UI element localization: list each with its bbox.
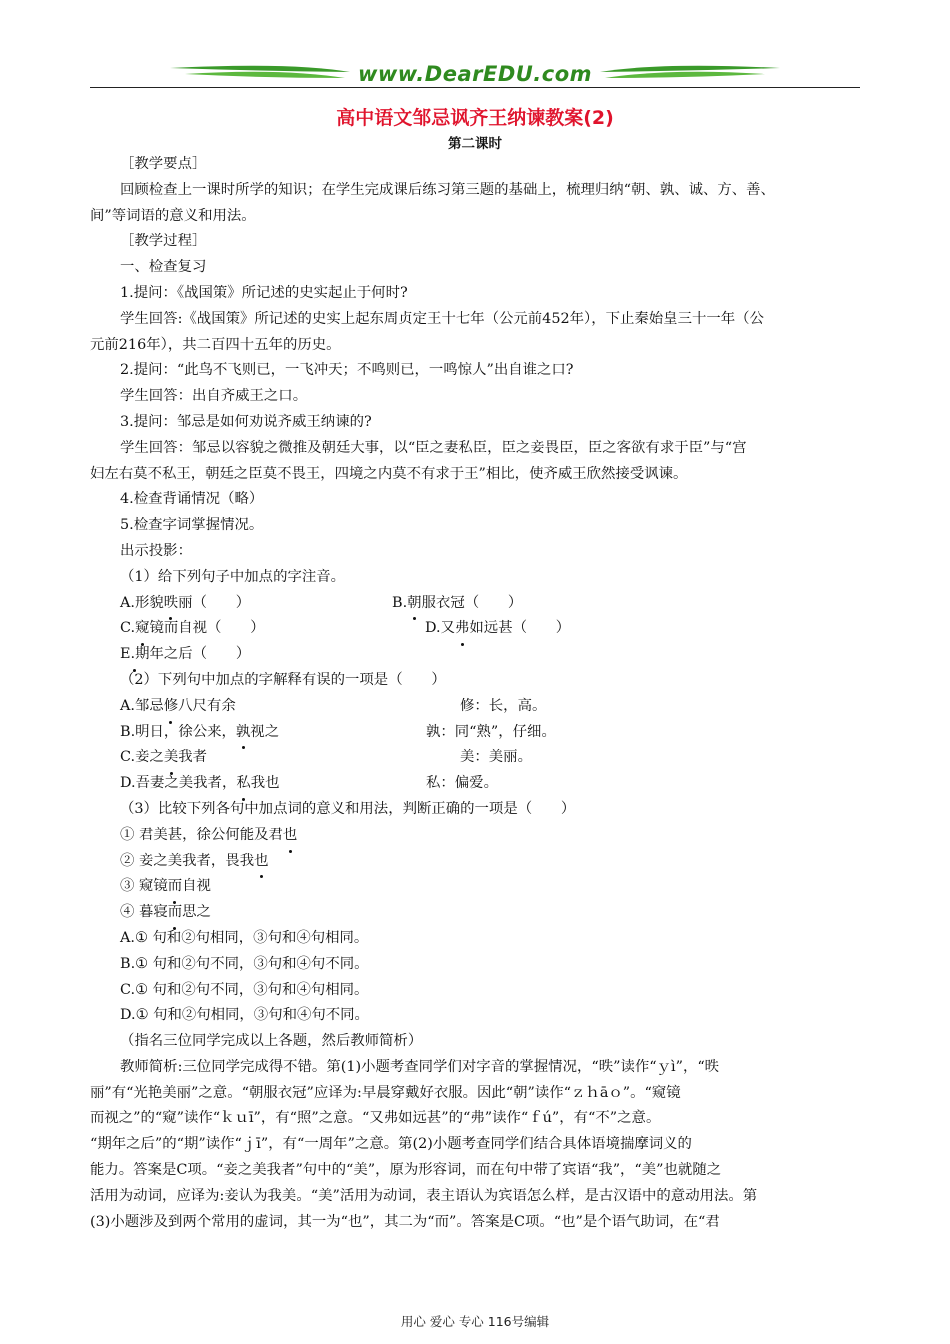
site-logo-text[interactable]: www.DearEDU.com (357, 62, 593, 86)
analysis-line: “期年之后”的“期”读作“ｊī”，有“一周年”之意。第(2)小题考查同学们结合具体语境揣摩词义的 (90, 1136, 692, 1153)
paragraph-line: 回顾检查上一课时所学的知识；在学生完成课后练习第三题的基础上，梳理归纳“朝、孰、诚、方、善、 (120, 181, 775, 198)
answer-line: 元前216年），共二百四十五年的历史。 (90, 336, 341, 353)
analysis-line: 教师简析:三位同学完成得不错。第(1)小题考查同学们对字音的掌握情况，“昳”读作“ｙì”，“昳 (120, 1058, 720, 1075)
question-line: 3.提问：邹忌是如何劝说齐威王纳谏的? (120, 413, 372, 430)
option-b: B.朝服衣冠（ ） (392, 591, 522, 617)
answer-line: 妇左右莫不私王，朝廷之臣莫不畏王，四境之内莫不有求于王”相比，使齐威王欣然接受讽谏。 (90, 465, 688, 482)
option-c: C.窥镜而自视（ ） (120, 620, 265, 636)
exercise-sentence: ② 妾之美我者，畏我也 (120, 849, 860, 875)
option-d-gloss: 私：偏爱。 (426, 775, 498, 792)
exercise-sentence: ① 君美甚，徐公何能及君也 (120, 823, 860, 849)
answer-line: 学生回答：邹忌以容貌之微推及朝廷大事，以“臣之妻私臣，臣之妾畏臣，臣之客欲有求于臣”与“宫 (120, 439, 747, 456)
exercise-options-row (120, 771, 860, 797)
question-line: 1.提问：《战国策》所记述的史实起止于何时? (120, 284, 408, 301)
analysis-line: 丽”有“光艳美丽”之意。“朝服衣冠”应译为:早晨穿戴好衣服。因此“朝”读作“ｚｈāｏ”。“窥镜 (90, 1084, 681, 1101)
exercise-prompt: （2）下列句中加点的字解释有误的一项是（ ） (120, 671, 446, 688)
exercise-sentence: ④ 暮寝而思之 (120, 900, 860, 926)
option-a: A.邹忌修八尺有余 (120, 698, 236, 714)
analysis-line: (3)小题涉及到两个常用的虚词，其一为“也”，其二为“而”。答案是C项。“也”是个语气助词，在“君 (90, 1213, 720, 1230)
header-divider (90, 87, 860, 88)
exercise-prompt: （1）给下列句子中加点的字注音。 (120, 568, 346, 585)
question-line: 2.提问：“此鸟不飞则已，一飞冲天；不鸣则已，一鸣惊人”出自谁之口? (120, 362, 574, 379)
option-e: E.期年之后（ ） (120, 646, 250, 662)
paragraph-line: 出示投影： (120, 542, 192, 559)
option-c: C.妾之美我者 (120, 749, 207, 765)
option-b-gloss: 孰：同“熟”，仔细。 (426, 723, 556, 740)
exercise-options-row (120, 694, 860, 720)
answer-line: 学生回答:《战国策》所记述的史实上起东周贞定王十七年（公元前452年），下止秦始皇三十一年（公 (120, 310, 764, 327)
option-b: B.① 句和②句不同，③句和④句不同。 (120, 955, 369, 972)
section-heading: ［教学要点］ (120, 156, 207, 172)
exercise-sentence: ③ 窥镜而自视 (120, 874, 860, 900)
paragraph-line: （指名三位同学完成以上各题，然后教师简析） (120, 1033, 423, 1050)
exercise-options-row (120, 591, 860, 617)
section-heading: ［教学过程］ (120, 233, 207, 250)
analysis-line: 活用为动词，应译为:妾认为我美。“美”活用为动词，表主语认为宾语怎么样，是古汉语中的意动用法。第 (90, 1187, 758, 1204)
section-heading: 一、检查复习 (120, 259, 207, 276)
option-a: A.① 句和②句相同，③句和④句相同。 (120, 929, 369, 946)
page-footer: 用心 爱心 专心 116号编辑 (400, 1314, 550, 1329)
analysis-line: 而视之”的“窥”读作“ｋｕī”，有“照”之意。“又弗如远甚”的“弗”读作“ｆú”，有“不”之意。 (90, 1110, 661, 1127)
option-c-gloss: 美：美丽。 (460, 749, 532, 766)
paragraph-line: 5.检查字词掌握情况。 (120, 517, 264, 534)
option-a: A.形貌昳丽（ ） (120, 595, 250, 611)
document-body (90, 152, 860, 1235)
exercise-options-row (120, 642, 860, 668)
option-b: B.明日，徐公来，孰视之 (120, 724, 279, 740)
exercise-prompt: （3）比较下列各句中加点词的意义和用法，判断正确的一项是（ ） (120, 800, 576, 817)
option-d: D.又弗如远甚（ ） (425, 616, 570, 642)
option-d: D.① 句和②句相同，③句和④句不同。 (120, 1007, 369, 1024)
exercise-options-row (120, 616, 860, 642)
exercise-options-row (120, 720, 860, 746)
option-d: D.吾妻之美我者，私我也 (120, 775, 280, 791)
answer-line: 学生回答：出自齐威王之口。 (120, 388, 308, 405)
document-subtitle: 第二课时 (448, 136, 502, 152)
paragraph-line: 4.检查背诵情况（略） (120, 491, 264, 508)
analysis-line: 能力。答案是C项。“妾之美我者”句中的“美”，原为形容词，而在句中带了宾语“我”，“美”也就随之 (90, 1162, 722, 1179)
exercise-options-row (120, 745, 860, 771)
option-c: C.① 句和②句不同，③句和④句相同。 (120, 981, 369, 998)
option-a-gloss: 修：长，高。 (460, 697, 547, 714)
paragraph-line: 间”等词语的意义和用法。 (90, 207, 256, 224)
document-title: 高中语文邹忌讽齐王纳谏教案(2) (336, 107, 614, 129)
